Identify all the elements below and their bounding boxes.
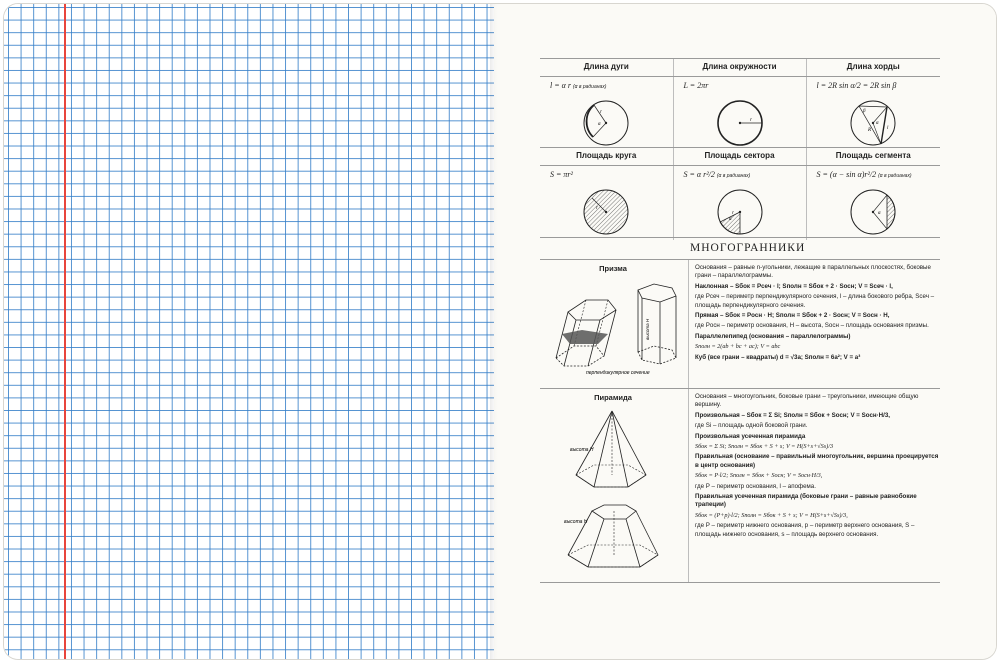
polyhedra-section-title: МНОГОГРАННИКИ (690, 242, 806, 254)
segment-area-header: Площадь сегмента (806, 148, 940, 166)
formula-reference-page (498, 4, 996, 659)
svg-text:r: r (596, 206, 599, 211)
circumference-figure (710, 95, 770, 151)
svg-text:l: l (887, 126, 889, 131)
circle-area-header: Площадь круга (540, 148, 673, 166)
truncated-pyramid-height-label: высота H (564, 519, 588, 525)
pyramid-text: Основания – многоугольник, боковые грани – треугольники, имеющие общую вершину. Произвольная – Sбок = Σ Si; Sполн = Sбок + Sосн; V = Sосн·H/3, где Si – площадь одной боковой грани. Произвольная усеченная пирамида Sбок = Σ Si; Sполн = Sбок + S + s; V = H(S+s+√Ss)/3 Правильная (основание – правильный многоугольник, вершина проецируется в центр основания) Sбок = P·l/2; Sполн = Sбок + Sосн; V = Sосн·H/3, где P – периметр основания, l – апофема. Правильная усеченная пирамида (боковые грани – равные равнобокие трапеции) Sбок = (P+p)·l/2; Sполн = Sбок + S + s; V = H(S+s+√Ss)/3, где P – периметр нижнего основания, p – периметр верхнего основания, S – площадь нижнего основания, s – площадь верхнего основания. (695, 393, 939, 538)
arc-length-header: Длина дуги (540, 59, 673, 77)
svg-text:α: α (878, 211, 881, 216)
prism-block (540, 260, 940, 388)
svg-text:α: α (876, 121, 879, 126)
pyramid-height-label: высота H (570, 447, 594, 453)
svg-text:α: α (728, 217, 732, 222)
perpendicular-section-label: перпендикулярное сечение (586, 370, 650, 376)
circle-area-figure (576, 184, 636, 240)
prism-divider (688, 260, 689, 388)
segment-area-figure (843, 184, 903, 240)
prism-title: Призма (599, 264, 627, 273)
chord-length-formula: l = 2R sin α/2 = 2R sin β (816, 81, 897, 90)
svg-text:r: r (600, 110, 603, 115)
prism-figure (546, 278, 684, 384)
section-rule (540, 237, 940, 238)
segment-area-formula: S = (α − sin α)r²/2 (α в радианах) (816, 170, 912, 179)
svg-text:β: β (863, 109, 866, 114)
svg-text:r: r (731, 211, 734, 216)
pyramid-figure (554, 407, 678, 577)
circumference-header: Длина окружности (673, 59, 806, 77)
arc-length-figure (576, 95, 636, 151)
prism-text: Основания – равные n-угольники, лежащие в параллельных плоскостях, боковые грани – параллелограммы. Наклонная – Sбок = Pсеч · l; Sполн = Sбок + 2 · Sосн; V = Sсеч · l, где Pсеч – периметр перпендикулярного сечения, l – длина бокового ребра, Sсеч – площадь перпендикулярного сечения. Прямая – Sбок = Pосн · H; Sполн = Sбок + 2 · Sосн; V = Sосн · H, где Pосн – периметр основания, H – высота, Sосн – площадь основания призмы. Параллелепипед (основания – параллелограммы) Sполн = 2(ab + bc + ac); V = abc Куб (все грани – квадраты) d = √3a; Sполн = 6a²; V = a³ (695, 264, 935, 361)
chord-length-figure (843, 95, 903, 151)
arc-length-formula: l = α r (α в радианах) (550, 81, 607, 90)
lengths-table (540, 59, 940, 151)
grid-paper-page (4, 4, 494, 659)
sector-area-formula: S = α r²/2 (α в радианах) (683, 170, 751, 179)
notebook-spread (4, 4, 996, 659)
red-margin-line (64, 4, 66, 659)
svg-text:r: r (749, 118, 752, 123)
pyramid-title: Пирамида (594, 393, 632, 402)
sector-area-header: Площадь сектора (673, 148, 806, 166)
pyramid-divider (688, 389, 689, 582)
areas-table (540, 148, 940, 240)
prism-height-label: высота H (645, 318, 650, 340)
sector-area-figure (710, 184, 770, 240)
chord-length-header: Длина хорды (806, 59, 940, 77)
pyramid-block (540, 389, 940, 582)
svg-text:R: R (868, 128, 872, 133)
circle-area-formula: S = πr² (550, 170, 573, 179)
circumference-formula: L = 2πr (683, 81, 709, 90)
svg-text:l: l (586, 122, 588, 127)
bottom-rule (540, 582, 940, 583)
svg-text:α: α (598, 122, 601, 127)
